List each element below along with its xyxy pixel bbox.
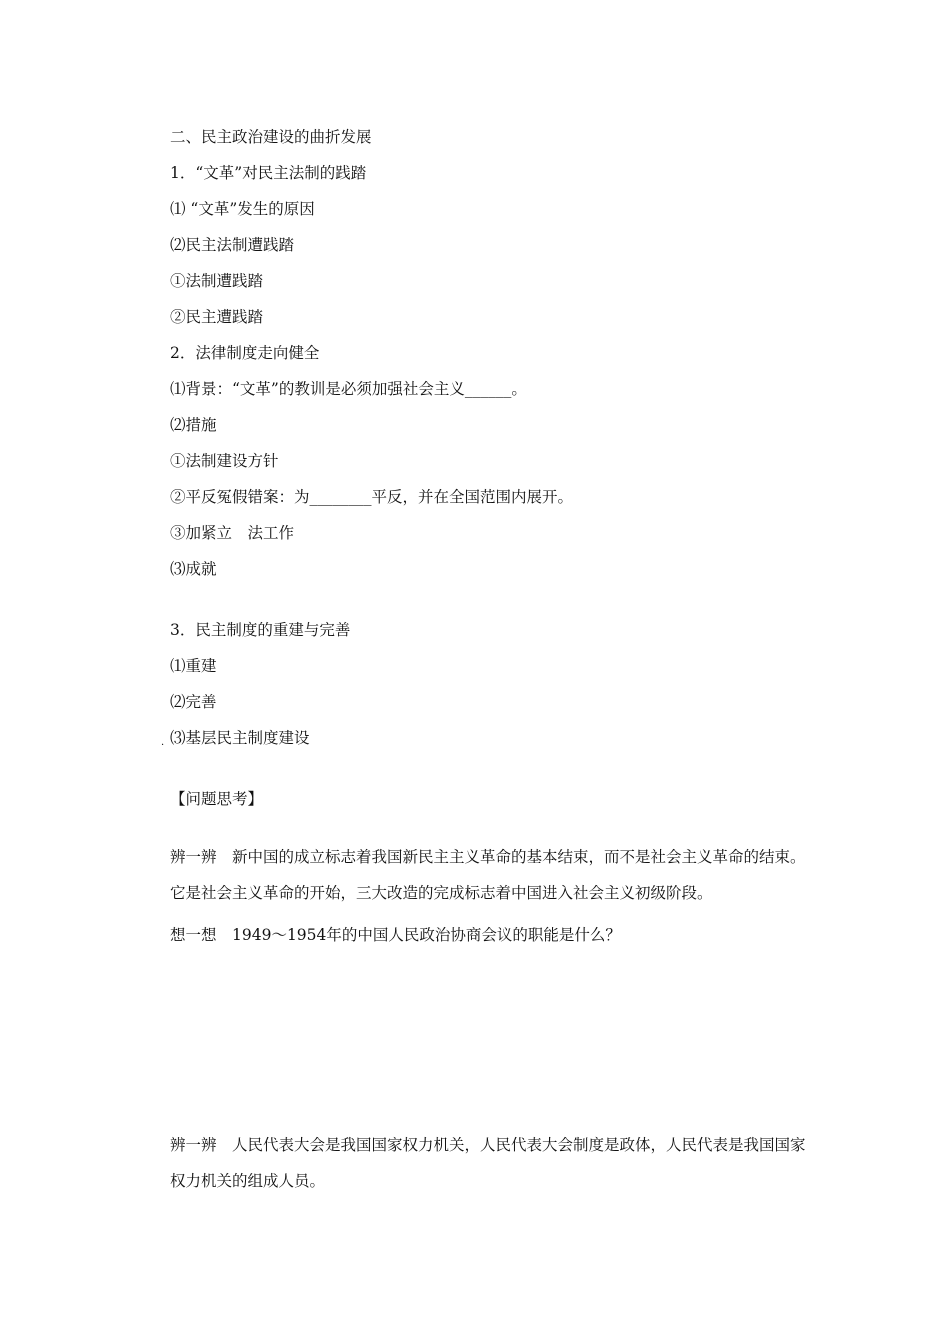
subheading-legal-system: 2．法律制度走向健全	[170, 344, 320, 362]
subheading-democratic-system: 3．民主制度的重建与完善	[170, 621, 351, 639]
item-policy: ①法制建设方针	[170, 452, 279, 470]
item-background: ⑴背景：“文革”的教训是必须加强社会主义______。	[170, 380, 527, 398]
item-achievements: ⑶成就	[170, 560, 217, 578]
think-question: 想一想 1949～1954年的中国人民政治协商会议的职能是什么？	[170, 926, 621, 944]
item-trampled: ⑵民主法制遭践踏	[170, 236, 295, 254]
item-improve: ⑵完善	[170, 693, 217, 711]
item-rehabilitation: ②平反冤假错案：为________平反，并在全国范围内展开。	[170, 488, 574, 506]
item-causes: ⑴ “文革”发生的原因	[170, 200, 315, 218]
stray-mark: ·	[161, 740, 165, 751]
discuss-paragraph-1: 辨一辨 新中国的成立标志着我国新民主主义革命的基本结束，而不是社会主义革命的结束。它是社会主义革命的开始，三大改造的完成标志着中国进入社会主义初级阶段。	[170, 848, 806, 902]
question-heading: 【问题思考】	[170, 790, 264, 808]
subheading-cultural-revolution: 1．“文革”对民主法制的践踏	[170, 164, 367, 182]
item-legislation: ③加紧立 法工作	[170, 524, 295, 542]
discuss-paragraph-2: 辨一辨 人民代表大会是我国国家权力机关，人民代表大会制度是政体，人民代表是我国国家权力机关的组成人员。	[170, 1136, 806, 1190]
item-democracy-trampled: ②民主遭践踏	[170, 308, 264, 326]
section-heading-democracy: 二、民主政治建设的曲折发展	[170, 128, 372, 146]
item-law-trampled: ①法制遭践踏	[170, 272, 264, 290]
item-grassroots: ⑶基层民主制度建设	[170, 729, 310, 747]
item-rebuild: ⑴重建	[170, 657, 217, 675]
item-measures: ⑵措施	[170, 416, 217, 434]
